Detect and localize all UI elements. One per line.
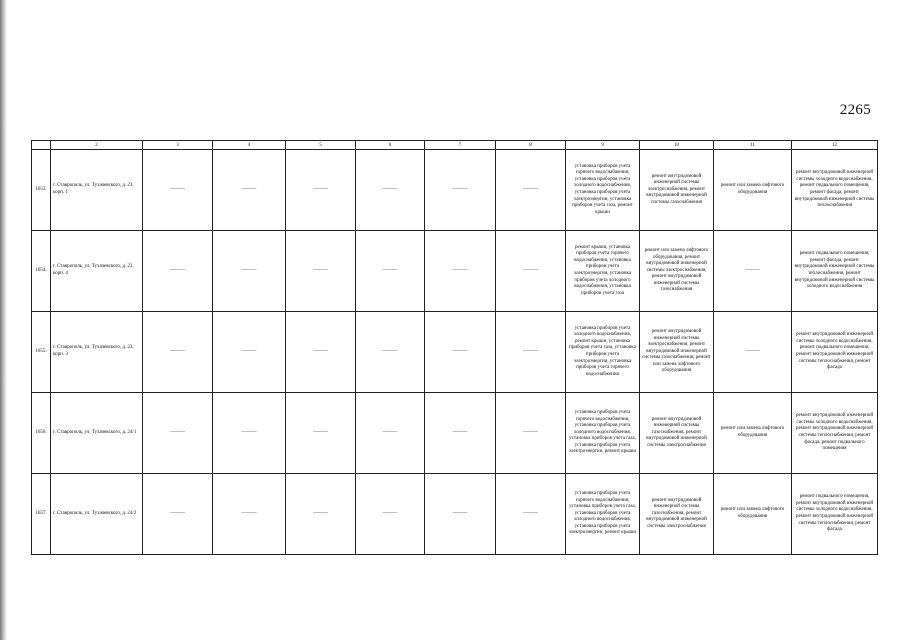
cell-col7: ——— bbox=[425, 231, 496, 312]
cell-col6: ——— bbox=[356, 474, 425, 555]
cell-col8: ——— bbox=[496, 393, 566, 474]
cell-col11: ремонт или замена лифтового оборудования bbox=[714, 393, 792, 474]
cell-col5: ——— bbox=[286, 474, 356, 555]
cell-col9: установка приборов учета горячего водоснабжения, установка приборов учета холодного водоснабжения, установка приборов учета электроэнергии, установка приборов учета газа, ремонт крыши bbox=[566, 150, 640, 231]
header-cell-4: 4 bbox=[213, 141, 286, 150]
cell-col8: ——— bbox=[496, 231, 566, 312]
header-cell-1 bbox=[32, 141, 51, 150]
cell-col11: ——— bbox=[714, 312, 792, 393]
page-number: 2265 bbox=[839, 102, 871, 118]
cell-col12: ремонт внутридомовой инженерной системы холодного водоснабжения, ремонт внутридомовой инженерной системы теплоснабжения, ремонт фасада, ремонт подвального помещения bbox=[792, 393, 878, 474]
cell-col4: ——— bbox=[213, 231, 286, 312]
cell-col9: ремонт крыши, установка приборов учета горячего водоснабжения, установка приборов учета электроэнергии, установка приборов учета холодного водоснабжения, установка приборов учета газа bbox=[566, 231, 640, 312]
header-cell-5: 5 bbox=[286, 141, 356, 150]
header-cell-11: 11 bbox=[714, 141, 792, 150]
cell-col5: ——— bbox=[286, 393, 356, 474]
cell-col7: ——— bbox=[425, 150, 496, 231]
header-cell-7: 7 bbox=[425, 141, 496, 150]
cell-col5: ——— bbox=[286, 231, 356, 312]
row-address: г. Ставрополь, ул. Тухачевского, д. 23, корп. 1 bbox=[51, 150, 143, 231]
cell-col12: ремонт внутридомовой инженерной системы холодного водоснабжения, ремонт подвального помещения, ремонт внутридомовой инженерной системы теплоснабжения, ремонт фасада bbox=[792, 312, 878, 393]
header-cell-12: 12 bbox=[792, 141, 878, 150]
row-address: г. Ставрополь, ул. Тухачевского, д. 23, корп. 3 bbox=[51, 312, 143, 393]
cell-col12: ремонт внутридомовой инженерной системы холодного водоснабжения, ремонт подвального помещения, ремонт фасада, ремонт внутридомовой инженерной системы теплоснабжения bbox=[792, 150, 878, 231]
table-row bbox=[32, 474, 878, 555]
cell-col4: ——— bbox=[213, 312, 286, 393]
cell-col3: ——— bbox=[143, 393, 213, 474]
header-cell-2: 2 bbox=[51, 141, 143, 150]
cell-col10: ремонт внутридомовой инженерной системы электроснабжения, ремонт внутридомовой инженерной системы газоснабжения bbox=[640, 150, 714, 231]
scan-left-edge-shadow bbox=[0, 0, 7, 640]
cell-col11: ремонт или замена лифтового оборудования bbox=[714, 474, 792, 555]
cell-col6: ——— bbox=[356, 231, 425, 312]
cell-col7: ——— bbox=[425, 312, 496, 393]
cell-col3: ——— bbox=[143, 150, 213, 231]
cell-col8: ——— bbox=[496, 474, 566, 555]
cell-col7: ——— bbox=[425, 474, 496, 555]
table-row bbox=[32, 150, 878, 231]
cell-col11: ——— bbox=[714, 231, 792, 312]
row-number: 1654. bbox=[32, 231, 51, 312]
header-cell-6: 6 bbox=[356, 141, 425, 150]
header-cell-10: 10 bbox=[640, 141, 714, 150]
cell-col12: ремонт подвального помещения, ремонт фасада, ремонт внутридомовой инженерной системы теплоснабжения, ремонт внутридомовой инженерной системы холодного водоснабжения bbox=[792, 231, 878, 312]
row-number: 1656. bbox=[32, 393, 51, 474]
cell-col8: ——— bbox=[496, 312, 566, 393]
cell-col6: ——— bbox=[356, 393, 425, 474]
row-number: 1653. bbox=[32, 150, 51, 231]
cell-col9: установка приборов учета горячего водоснабжения, установка приборов учета холодного водоснабжения, установка приборов учета газа, установка приборов учета электроэнергии, ремонт крыши bbox=[566, 393, 640, 474]
cell-col6: ——— bbox=[356, 150, 425, 231]
cell-col3: ——— bbox=[143, 312, 213, 393]
cell-col3: ——— bbox=[143, 231, 213, 312]
repair-program-table bbox=[31, 140, 878, 555]
row-address: г. Ставрополь, ул. Тухачевского, д. 24/1 bbox=[51, 393, 143, 474]
header-cell-8: 8 bbox=[496, 141, 566, 150]
row-number: 1657. bbox=[32, 474, 51, 555]
row-address: г. Ставрополь, ул. Тухачевского, д. 24/2 bbox=[51, 474, 143, 555]
cell-col5: ——— bbox=[286, 150, 356, 231]
cell-col4: ——— bbox=[213, 150, 286, 231]
cell-col11: ремонт или замена лифтового оборудования bbox=[714, 150, 792, 231]
column-number-row bbox=[32, 141, 878, 150]
header-cell-3: 3 bbox=[143, 141, 213, 150]
cell-col10: ремонт внутридомовой инженерной системы электроснабжения, ремонт внутридомовой инженерной системы газоснабжения, ремонт или замена лифтового оборудования bbox=[640, 312, 714, 393]
cell-col4: ——— bbox=[213, 474, 286, 555]
table-row bbox=[32, 393, 878, 474]
cell-col8: ——— bbox=[496, 150, 566, 231]
row-number: 1655. bbox=[32, 312, 51, 393]
header-cell-9: 9 bbox=[566, 141, 640, 150]
cell-col12: ремонт подвального помещения, ремонт внутридомовой инженерной системы холодного водоснабжения, ремонт внутридомовой инженерной системы теплоснабжения, ремонт фасада bbox=[792, 474, 878, 555]
cell-col10: ремонт или замена лифтового оборудования, ремонт внутридомовой инженерной системы электроснабжения, ремонт внутридомовой инженерной системы газоснабжения bbox=[640, 231, 714, 312]
table-row bbox=[32, 231, 878, 312]
cell-col10: ремонт внутридомовой инженерной системы газоснабжения, ремонт внутридомовой инженерной системы электроснабжения bbox=[640, 393, 714, 474]
cell-col3: ——— bbox=[143, 474, 213, 555]
row-address: г. Ставрополь, ул. Тухачевского, д. 23, корп. 4 bbox=[51, 231, 143, 312]
table-row bbox=[32, 312, 878, 393]
cell-col5: ——— bbox=[286, 312, 356, 393]
cell-col6: ——— bbox=[356, 312, 425, 393]
cell-col7: ——— bbox=[425, 393, 496, 474]
cell-col10: ремонт внутридомовой инженерной системы газоснабжения, ремонт внутридомовой инженерной системы электроснабжения bbox=[640, 474, 714, 555]
cell-col9: установка приборов учета холодного водоснабжения, ремонт крыши, установка приборов учета газа, установка приборов учета электроэнергии, установка приборов учета горячего водоснабжения bbox=[566, 312, 640, 393]
cell-col4: ——— bbox=[213, 393, 286, 474]
cell-col9: установка приборов учета горячего водоснабжения, установка приборов учета газа, установка приборов учета холодного водоснабжения, установка приборов учета электроэнергии, ремонт крыши bbox=[566, 474, 640, 555]
